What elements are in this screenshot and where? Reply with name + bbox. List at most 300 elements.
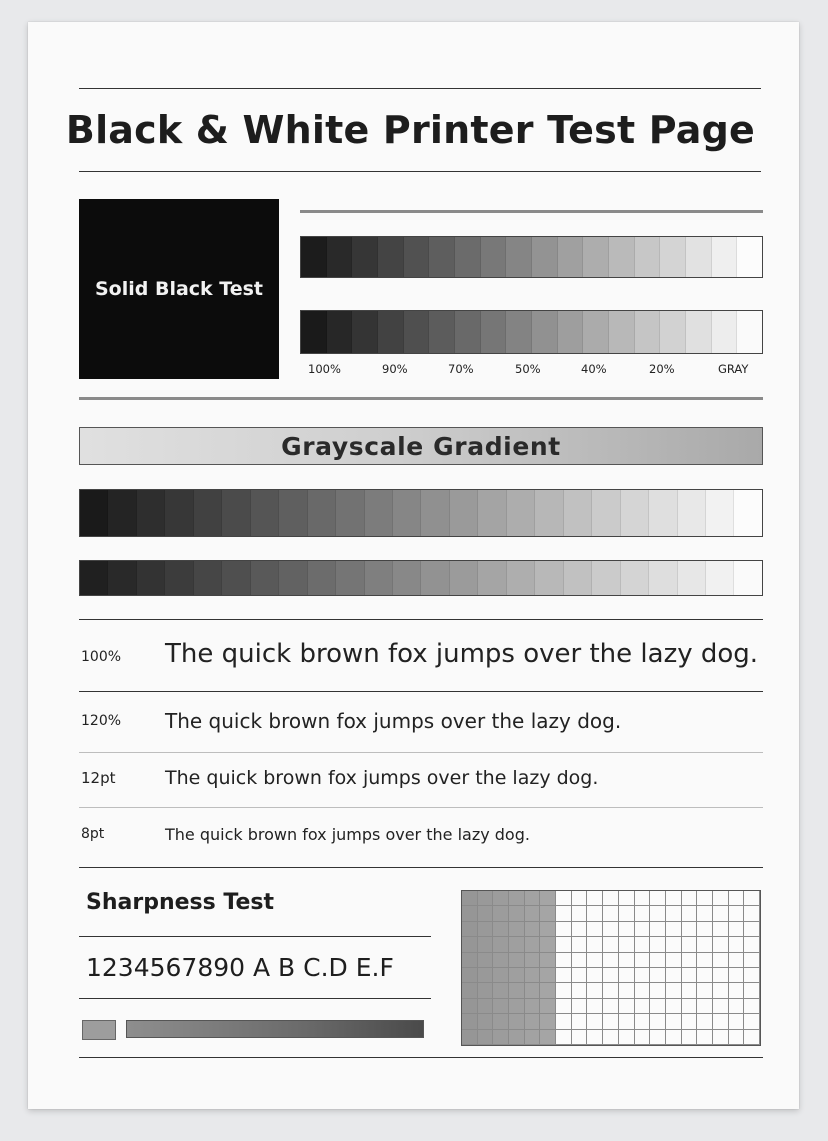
gray-step xyxy=(478,561,506,595)
grid-cell xyxy=(666,1030,682,1045)
grid-cell xyxy=(493,937,509,952)
gray-step xyxy=(404,311,430,353)
grid-cell xyxy=(713,922,729,937)
grayscale-step-strip-upper xyxy=(300,236,763,278)
gray-step xyxy=(194,561,222,595)
grid-cell xyxy=(509,1030,525,1045)
grid-cell xyxy=(587,937,603,952)
grid-cell xyxy=(729,953,745,968)
grid-cell xyxy=(478,906,494,921)
grid-cell xyxy=(509,953,525,968)
gray-step xyxy=(165,561,193,595)
grid-cell xyxy=(603,953,619,968)
percent-scale-labels xyxy=(300,362,762,378)
grid-cell xyxy=(603,1014,619,1029)
gray-step xyxy=(507,490,535,536)
grid-cell xyxy=(682,891,698,906)
grid-cell xyxy=(666,906,682,921)
grid-cell xyxy=(682,937,698,952)
title-bottom-rule xyxy=(79,171,761,172)
grid-cell xyxy=(666,999,682,1014)
gray-step xyxy=(194,490,222,536)
percent-label: 90% xyxy=(382,362,408,376)
grid-cell xyxy=(493,922,509,937)
grid-cell xyxy=(650,953,666,968)
grid-cell xyxy=(650,922,666,937)
gray-step xyxy=(137,561,165,595)
grid-cell xyxy=(540,937,556,952)
grid-cell xyxy=(635,968,651,983)
grid-cell xyxy=(493,953,509,968)
gray-step xyxy=(108,561,136,595)
gray-step xyxy=(251,561,279,595)
grid-cell xyxy=(666,937,682,952)
grid-cell xyxy=(635,1014,651,1029)
gray-step xyxy=(592,490,620,536)
grid-cell xyxy=(556,999,572,1014)
gray-step xyxy=(592,561,620,595)
gray-step xyxy=(564,561,592,595)
gray-step xyxy=(165,490,193,536)
type-size-label: 12pt xyxy=(81,769,116,787)
grid-cell xyxy=(462,937,478,952)
grid-cell xyxy=(525,906,541,921)
grid-cell xyxy=(525,1014,541,1029)
gray-step xyxy=(327,237,353,277)
gray-step xyxy=(308,561,336,595)
grid-cell xyxy=(572,1030,588,1045)
grid-cell xyxy=(713,1014,729,1029)
grid-cell xyxy=(619,1014,635,1029)
grid-cell xyxy=(682,906,698,921)
grid-cell xyxy=(650,1014,666,1029)
gray-step xyxy=(365,490,393,536)
grid-cell xyxy=(619,983,635,998)
grid-cell xyxy=(493,906,509,921)
grid-cell xyxy=(540,983,556,998)
grid-cell xyxy=(540,999,556,1014)
grid-cell xyxy=(556,953,572,968)
type-sample-text: The quick brown fox jumps over the lazy dog. xyxy=(165,767,599,789)
grid-cell xyxy=(744,983,760,998)
grid-cell xyxy=(509,968,525,983)
grid-cell xyxy=(682,968,698,983)
grid-cell xyxy=(635,999,651,1014)
grid-cell xyxy=(650,891,666,906)
gray-step xyxy=(455,237,481,277)
grid-cell xyxy=(619,891,635,906)
grid-cell xyxy=(572,999,588,1014)
gray-step xyxy=(706,561,734,595)
gray-step xyxy=(635,311,661,353)
gray-step xyxy=(80,561,108,595)
grid-cell xyxy=(493,999,509,1014)
grid-cell xyxy=(697,1030,713,1045)
grid-cell xyxy=(682,922,698,937)
grid-cell xyxy=(587,1014,603,1029)
grid-cell xyxy=(587,999,603,1014)
grid-cell xyxy=(462,891,478,906)
grayscale-gradient-header xyxy=(79,427,763,465)
type-sample-text: The quick brown fox jumps over the lazy dog. xyxy=(165,825,530,844)
grid-cell xyxy=(729,1030,745,1045)
grid-cell xyxy=(729,983,745,998)
gray-step xyxy=(336,561,364,595)
grid-cell xyxy=(525,1030,541,1045)
gray-step xyxy=(352,311,378,353)
grid-cell xyxy=(462,968,478,983)
gray-step xyxy=(222,561,250,595)
grid-cell xyxy=(525,953,541,968)
grid-cell xyxy=(525,937,541,952)
gray-step xyxy=(251,490,279,536)
gray-step xyxy=(532,311,558,353)
grid-cell xyxy=(619,922,635,937)
grid-cell xyxy=(493,1030,509,1045)
grid-cell xyxy=(572,953,588,968)
grid-cell xyxy=(603,922,619,937)
grid-cell xyxy=(603,906,619,921)
grid-cell xyxy=(666,891,682,906)
grid-cell xyxy=(509,1014,525,1029)
grid-cell xyxy=(478,999,494,1014)
grid-cell xyxy=(587,891,603,906)
gray-step xyxy=(706,490,734,536)
percent-label: 20% xyxy=(649,362,675,376)
gray-step xyxy=(279,490,307,536)
gray-step xyxy=(734,561,761,595)
grid-cell xyxy=(493,1014,509,1029)
sharpness-title-rule xyxy=(79,936,431,937)
gray-step xyxy=(734,490,761,536)
grid-cell xyxy=(556,937,572,952)
gray-step xyxy=(336,490,364,536)
grid-cell xyxy=(697,968,713,983)
grid-cell xyxy=(635,891,651,906)
gray-step xyxy=(327,311,353,353)
typography-row-rule xyxy=(79,807,763,808)
gray-step xyxy=(108,490,136,536)
grid-cell xyxy=(540,1014,556,1029)
sharpness-characters: 1234567890 A B C.D E.F xyxy=(86,953,394,982)
grid-cell xyxy=(587,983,603,998)
grid-cell xyxy=(603,891,619,906)
grid-cell xyxy=(556,891,572,906)
grid-cell xyxy=(666,1014,682,1029)
gray-step xyxy=(507,561,535,595)
gray-step xyxy=(365,561,393,595)
grid-cell xyxy=(619,999,635,1014)
grid-cell xyxy=(540,906,556,921)
grid-cell xyxy=(603,937,619,952)
solid-black-label: Solid Black Test xyxy=(94,278,264,300)
page-title: Black & White Printer Test Page xyxy=(65,108,755,152)
bottom-rule xyxy=(79,1057,763,1058)
grid-cell xyxy=(540,1030,556,1045)
grid-cell xyxy=(509,891,525,906)
solid-black-test-block xyxy=(79,199,279,379)
percent-label: 100% xyxy=(308,362,341,376)
grid-cell xyxy=(666,983,682,998)
grid-cell xyxy=(650,968,666,983)
gray-step xyxy=(660,237,686,277)
gray-step xyxy=(583,237,609,277)
gray-step xyxy=(393,490,421,536)
grid-cell xyxy=(556,922,572,937)
gray-step xyxy=(712,311,738,353)
grid-cell xyxy=(525,983,541,998)
typography-row-rule xyxy=(79,691,763,692)
grid-cell xyxy=(587,968,603,983)
grid-cell xyxy=(462,953,478,968)
gradient-step-strip-lower xyxy=(79,560,763,596)
grid-cell xyxy=(744,1014,760,1029)
grid-cell xyxy=(509,999,525,1014)
grid-cell xyxy=(650,983,666,998)
gray-step xyxy=(378,237,404,277)
grid-cell xyxy=(697,906,713,921)
gray-step xyxy=(621,561,649,595)
grid-cell xyxy=(587,922,603,937)
gray-step xyxy=(532,237,558,277)
grid-cell xyxy=(697,983,713,998)
grid-cell xyxy=(744,968,760,983)
grid-cell xyxy=(713,891,729,906)
type-size-label: 8pt xyxy=(81,826,105,842)
gray-step xyxy=(621,490,649,536)
grid-cell xyxy=(572,891,588,906)
grid-cell xyxy=(682,983,698,998)
gray-step xyxy=(635,237,661,277)
gray-step xyxy=(558,237,584,277)
grid-cell xyxy=(603,968,619,983)
gray-step xyxy=(80,490,108,536)
grid-cell xyxy=(744,1030,760,1045)
grid-cell xyxy=(682,953,698,968)
grid-cell xyxy=(556,906,572,921)
swatch-top-rule xyxy=(300,210,763,213)
percent-label: 70% xyxy=(448,362,474,376)
grid-cell xyxy=(540,922,556,937)
percent-label: 40% xyxy=(581,362,607,376)
grid-cell xyxy=(697,953,713,968)
grid-cell xyxy=(603,999,619,1014)
gray-step xyxy=(378,311,404,353)
grid-cell xyxy=(619,1030,635,1045)
grid-cell xyxy=(509,937,525,952)
grid-cell xyxy=(697,937,713,952)
gray-step xyxy=(352,237,378,277)
gray-step xyxy=(421,561,449,595)
grid-cell xyxy=(603,1030,619,1045)
grid-cell xyxy=(729,937,745,952)
grid-cell xyxy=(682,1030,698,1045)
gray-gradient-bar xyxy=(126,1020,424,1038)
grid-cell xyxy=(462,1014,478,1029)
grid-cell xyxy=(540,968,556,983)
grid-cell xyxy=(509,983,525,998)
grid-cell xyxy=(478,1030,494,1045)
grid-cell xyxy=(556,1030,572,1045)
grid-cell xyxy=(572,937,588,952)
grid-cell xyxy=(603,983,619,998)
sharpness-grid xyxy=(461,890,761,1046)
percent-label: 50% xyxy=(515,362,541,376)
test-page-sheet xyxy=(28,22,799,1109)
grid-cell xyxy=(587,953,603,968)
typography-top-rule xyxy=(79,619,763,620)
grid-cell xyxy=(713,953,729,968)
gray-step xyxy=(137,490,165,536)
grid-cell xyxy=(666,953,682,968)
grid-cell xyxy=(556,983,572,998)
grid-cell xyxy=(744,937,760,952)
gray-step xyxy=(737,311,762,353)
gray-step xyxy=(455,311,481,353)
grid-cell xyxy=(713,937,729,952)
typography-row-rule xyxy=(79,752,763,753)
grid-cell xyxy=(697,922,713,937)
grid-cell xyxy=(635,922,651,937)
grid-cell xyxy=(666,968,682,983)
grid-cell xyxy=(525,891,541,906)
grid-cell xyxy=(493,983,509,998)
gray-step xyxy=(421,490,449,536)
grid-cell xyxy=(493,891,509,906)
gray-step xyxy=(649,561,677,595)
gray-step xyxy=(686,311,712,353)
type-sample-text: The quick brown fox jumps over the lazy dog. xyxy=(165,639,759,669)
grid-cell xyxy=(744,922,760,937)
grid-cell xyxy=(509,922,525,937)
grid-cell xyxy=(744,953,760,968)
gray-step xyxy=(649,490,677,536)
grid-cell xyxy=(744,891,760,906)
grid-cell xyxy=(525,922,541,937)
grid-cell xyxy=(493,968,509,983)
grid-cell xyxy=(729,922,745,937)
grid-cell xyxy=(587,1030,603,1045)
grid-cell xyxy=(619,906,635,921)
grid-cell xyxy=(525,999,541,1014)
grid-cell xyxy=(682,999,698,1014)
grid-cell xyxy=(729,999,745,1014)
grid-cell xyxy=(556,1014,572,1029)
gray-step xyxy=(583,311,609,353)
grid-cell xyxy=(619,968,635,983)
grayscale-step-strip-lower xyxy=(300,310,763,354)
gray-step xyxy=(279,561,307,595)
gray-step xyxy=(393,561,421,595)
grid-cell xyxy=(682,1014,698,1029)
grid-cell xyxy=(635,937,651,952)
grid-cell xyxy=(572,983,588,998)
grid-cell xyxy=(635,1030,651,1045)
gray-step xyxy=(712,237,738,277)
gray-step xyxy=(678,561,706,595)
gray-step xyxy=(481,237,507,277)
grid-cell xyxy=(572,922,588,937)
grid-cell xyxy=(619,937,635,952)
grid-cell xyxy=(635,906,651,921)
grid-cell xyxy=(525,968,541,983)
gray-step xyxy=(506,311,532,353)
grid-cell xyxy=(697,999,713,1014)
grid-cell xyxy=(462,1030,478,1045)
top-rule xyxy=(79,88,761,89)
grid-cell xyxy=(478,891,494,906)
gray-step xyxy=(429,237,455,277)
percent-label: GRAY xyxy=(718,362,749,376)
grid-cell xyxy=(478,968,494,983)
grid-cell xyxy=(713,999,729,1014)
gray-step xyxy=(481,311,507,353)
grid-cell xyxy=(478,937,494,952)
grid-cell xyxy=(666,922,682,937)
grid-cell xyxy=(509,906,525,921)
gray-step xyxy=(478,490,506,536)
grid-cell xyxy=(462,906,478,921)
grid-cell xyxy=(462,922,478,937)
small-gray-swatch xyxy=(82,1020,116,1040)
grid-cell xyxy=(478,1014,494,1029)
gray-step xyxy=(564,490,592,536)
gray-step xyxy=(558,311,584,353)
grid-cell xyxy=(635,953,651,968)
grid-cell xyxy=(713,983,729,998)
gray-step xyxy=(308,490,336,536)
gradient-title: Grayscale Gradient xyxy=(281,431,561,461)
sharpness-top-rule xyxy=(79,867,763,868)
grid-cell xyxy=(713,906,729,921)
gray-step xyxy=(686,237,712,277)
grid-cell xyxy=(744,999,760,1014)
grid-cell xyxy=(697,1014,713,1029)
gray-step xyxy=(506,237,532,277)
gray-step xyxy=(301,237,327,277)
grid-cell xyxy=(587,906,603,921)
gray-step xyxy=(678,490,706,536)
gray-step xyxy=(450,561,478,595)
grid-cell xyxy=(729,968,745,983)
grid-cell xyxy=(729,891,745,906)
grid-cell xyxy=(478,922,494,937)
grid-cell xyxy=(572,1014,588,1029)
grid-cell xyxy=(462,983,478,998)
gray-step xyxy=(222,490,250,536)
grid-cell xyxy=(540,891,556,906)
gray-step xyxy=(535,490,563,536)
gradient-step-strip-upper xyxy=(79,489,763,537)
gray-step xyxy=(429,311,455,353)
grid-cell xyxy=(650,937,666,952)
grid-cell xyxy=(478,983,494,998)
grid-cell xyxy=(697,891,713,906)
grid-cell xyxy=(713,1030,729,1045)
gray-step xyxy=(301,311,327,353)
grid-cell xyxy=(619,953,635,968)
type-size-label: 100% xyxy=(81,649,122,665)
grid-cell xyxy=(650,999,666,1014)
type-size-label: 120% xyxy=(81,713,122,729)
grid-cell xyxy=(462,999,478,1014)
grid-cell xyxy=(729,906,745,921)
gray-step xyxy=(535,561,563,595)
grid-cell xyxy=(713,968,729,983)
gray-step xyxy=(450,490,478,536)
type-sample-text: The quick brown fox jumps over the lazy dog. xyxy=(165,709,622,733)
gray-step xyxy=(660,311,686,353)
